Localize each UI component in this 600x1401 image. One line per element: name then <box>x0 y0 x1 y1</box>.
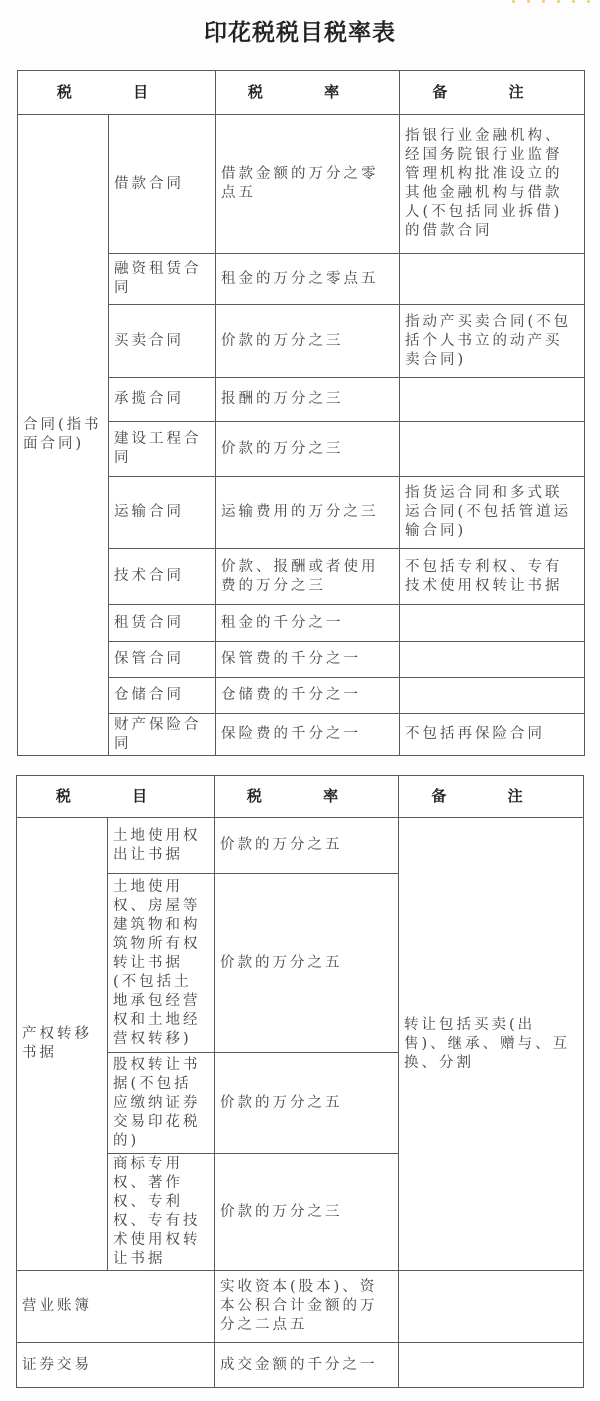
rate-cell: 租金的千分之一 <box>216 605 400 642</box>
header-item: 税 目 <box>18 71 216 115</box>
rate-cell: 价款的万分之五 <box>215 818 399 874</box>
rate-cell: 保险费的千分之一 <box>216 714 400 756</box>
rate-cell: 仓储费的千分之一 <box>216 678 400 714</box>
rate-cell: 报酬的万分之三 <box>216 378 400 422</box>
tax-table-transfers <box>16 775 584 1388</box>
note-cell <box>399 1343 584 1388</box>
item-cell: 融资租赁合同 <box>109 254 216 305</box>
note-cell: 指动产买卖合同(不包括个人书立的动产买卖合同) <box>400 305 585 378</box>
table-row <box>17 818 584 874</box>
header-rate: 税 率 <box>215 776 399 818</box>
rate-cell: 成交金额的千分之一 <box>215 1343 399 1388</box>
item-cell: 借款合同 <box>109 115 216 254</box>
rate-cell: 价款、报酬或者使用费的万分之三 <box>216 549 400 605</box>
table-header-row <box>17 776 584 818</box>
table-row <box>18 115 585 254</box>
note-cell: 指银行业金融机构、经国务院银行业监督管理机构批准设立的其他金融机构与借款人(不包括同业拆借)的借款合同 <box>400 115 585 254</box>
item-cell: 运输合同 <box>109 477 216 549</box>
header-note: 备 注 <box>400 71 585 115</box>
note-cell <box>399 1271 584 1343</box>
item-cell: 建设工程合同 <box>109 422 216 477</box>
item-cell: 财产保险合同 <box>109 714 216 756</box>
header-rate: 税 率 <box>216 71 400 115</box>
table-header-row <box>18 71 585 115</box>
category-cell: 合同(指书面合同) <box>18 115 109 756</box>
rate-cell: 价款的万分之三 <box>216 305 400 378</box>
note-cell <box>400 378 585 422</box>
note-cell: 指货运合同和多式联运合同(不包括管道运输合同) <box>400 477 585 549</box>
decorative-dots <box>512 0 590 3</box>
note-cell: 不包括再保险合同 <box>400 714 585 756</box>
rate-cell: 保管费的千分之一 <box>216 642 400 678</box>
item-cell: 营业账簿 <box>17 1271 215 1343</box>
rate-cell: 实收资本(股本)、资本公积合计金额的万分之二点五 <box>215 1271 399 1343</box>
item-cell: 股权转让书据(不包括应缴纳证券交易印花税的) <box>108 1053 215 1154</box>
item-cell: 土地使用权、房屋等建筑物和构筑物所有权转让书据(不包括土地承包经营权和土地经营权转移) <box>108 874 215 1053</box>
rate-cell: 借款金额的万分之零点五 <box>216 115 400 254</box>
tax-table-contracts <box>17 70 585 756</box>
rate-cell: 租金的万分之零点五 <box>216 254 400 305</box>
note-cell <box>400 605 585 642</box>
rate-cell: 价款的万分之五 <box>215 1053 399 1154</box>
item-cell: 土地使用权出让书据 <box>108 818 215 874</box>
item-cell: 买卖合同 <box>109 305 216 378</box>
note-cell: 转让包括买卖(出售)、继承、赠与、互换、分割 <box>399 818 584 1271</box>
note-cell: 不包括专利权、专有技术使用权转让书据 <box>400 549 585 605</box>
item-cell: 仓储合同 <box>109 678 216 714</box>
item-cell: 商标专用权、著作权、专利权、专有技术使用权转让书据 <box>108 1154 215 1271</box>
category-cell: 产权转移书据 <box>17 818 108 1271</box>
item-cell: 证券交易 <box>17 1343 215 1388</box>
note-cell <box>400 254 585 305</box>
page-title: 印花税税目税率表 <box>204 19 396 46</box>
note-cell <box>400 422 585 477</box>
item-cell: 租赁合同 <box>109 605 216 642</box>
rate-cell: 价款的万分之五 <box>215 874 399 1053</box>
rate-cell: 价款的万分之三 <box>215 1154 399 1271</box>
table-row <box>17 1271 584 1343</box>
rate-cell: 运输费用的万分之三 <box>216 477 400 549</box>
item-cell: 技术合同 <box>109 549 216 605</box>
item-cell: 承揽合同 <box>109 378 216 422</box>
header-item: 税 目 <box>17 776 215 818</box>
note-cell <box>400 642 585 678</box>
rate-cell: 价款的万分之三 <box>216 422 400 477</box>
table-row <box>17 1343 584 1388</box>
note-cell <box>400 678 585 714</box>
item-cell: 保管合同 <box>109 642 216 678</box>
header-note: 备 注 <box>399 776 584 818</box>
